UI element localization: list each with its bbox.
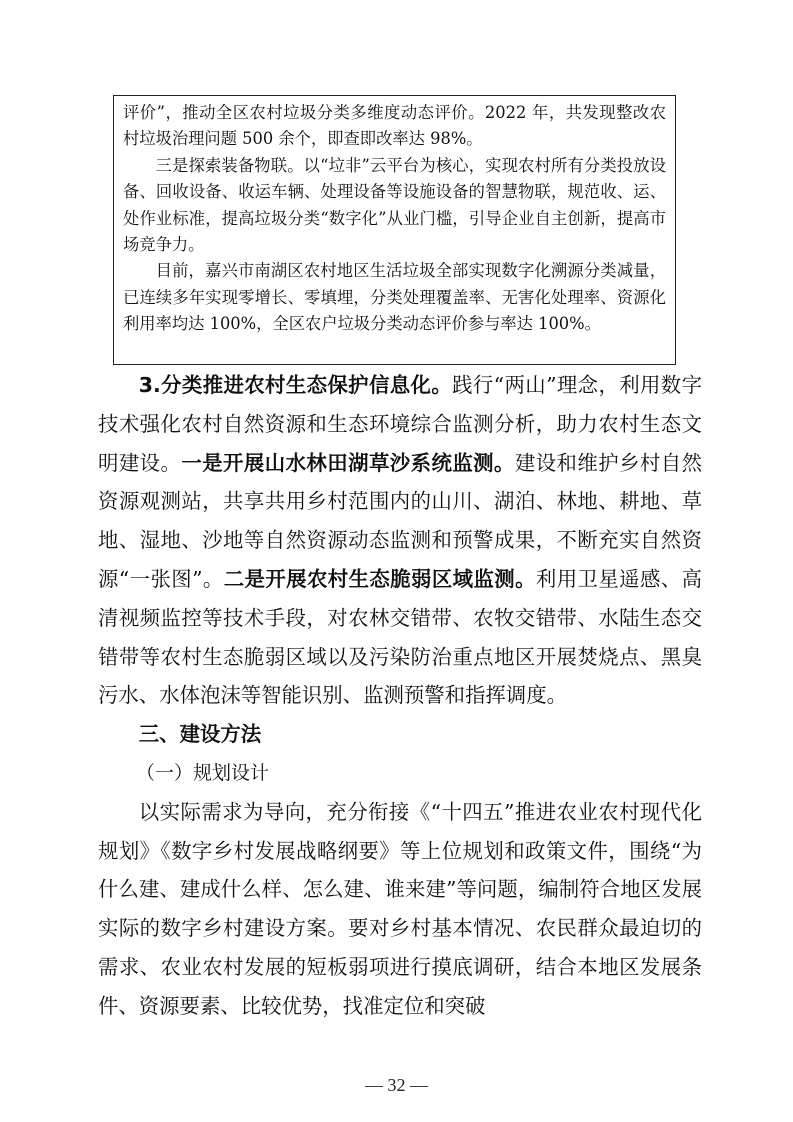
section3-paragraph bbox=[98, 366, 702, 715]
heading-planning: （一）规划设计 bbox=[136, 761, 270, 784]
section3-text-2: 建设和维护乡村自然资源观测站，共享共用乡村范围内的山川、湖泊、林地、耕地、草地、湿地、沙地等自然资源动态监测和预警成果，不断充实自然资源“一张图”。 bbox=[98, 450, 703, 591]
case-box bbox=[113, 95, 676, 365]
heading-methods: 三、建设方法 bbox=[138, 722, 262, 747]
section3-bold-2: 二是开展农村生态脆弱区域监测。 bbox=[223, 566, 536, 591]
section3-text-1: 践行“两山”理念，利用数字技术强化农村自然资源和生态环境综合监测分析，助力农村生态文明建设。 bbox=[98, 373, 702, 475]
planning-paragraph: 以实际需求为导向，充分衔接《“十四五”推进农业农村现代化规划》《数字乡村发展战略纲要》等上位规划和政策文件，围绕“为什么建、建成什么样、怎么建、谁来建”等问题，编制符合地区发展实际的数字乡村建设方案。要对乡村基本情况、农民群众最迫切的需求、农业农村发展的短板弱项进行摸底调研，结合本地区发展条件、资源要素、比较优势，找准定位和突破 bbox=[98, 799, 702, 1018]
section3-bold-1: 一是开展山水林田湖草沙系统监测。 bbox=[181, 450, 515, 475]
box-paragraph-3: 目前，嘉兴市南湖区农村地区生活垃圾全部实现数字化溯源分类减量，已连续多年实现零增长、零填埋，分类处理覆盖率、无害化处理率、资源化利用率均达 100%，全区农户垃圾分类动态评价参与率达 100%。 bbox=[123, 261, 666, 334]
section3-text-3: 利用卫星遥感、高清视频监控等技术手段，对农林交错带、农牧交错带、水陆生态交错带等农村生态脆弱区域以及污染防治重点地区开展焚烧点、黑臭污水、水体泡沫等智能识别、监测预警和指挥调度。 bbox=[98, 566, 702, 708]
page-number: — 32 — bbox=[365, 1075, 428, 1095]
box-paragraph-1: 评价”，推动全区农村垃圾分类多维度动态评价。2022 年，共发现整改农村垃圾治理问题 500 余个，即查即改率达 98%。 bbox=[123, 103, 666, 149]
main-body bbox=[98, 366, 702, 1026]
section3-heading: 3.分类推进农村生态保护信息化。 bbox=[138, 373, 453, 397]
box-paragraph-2: 三是探索装备物联。以“垃非”云平台为核心，实现农村所有分类投放设备、回收设备、收运车辆、处理设备等设施设备的智慧物联，规范收、运、处作业标准，提高垃圾分类“数字化”从业门槛，引导企业自主创新，提高市场竞争力。 bbox=[123, 155, 666, 255]
